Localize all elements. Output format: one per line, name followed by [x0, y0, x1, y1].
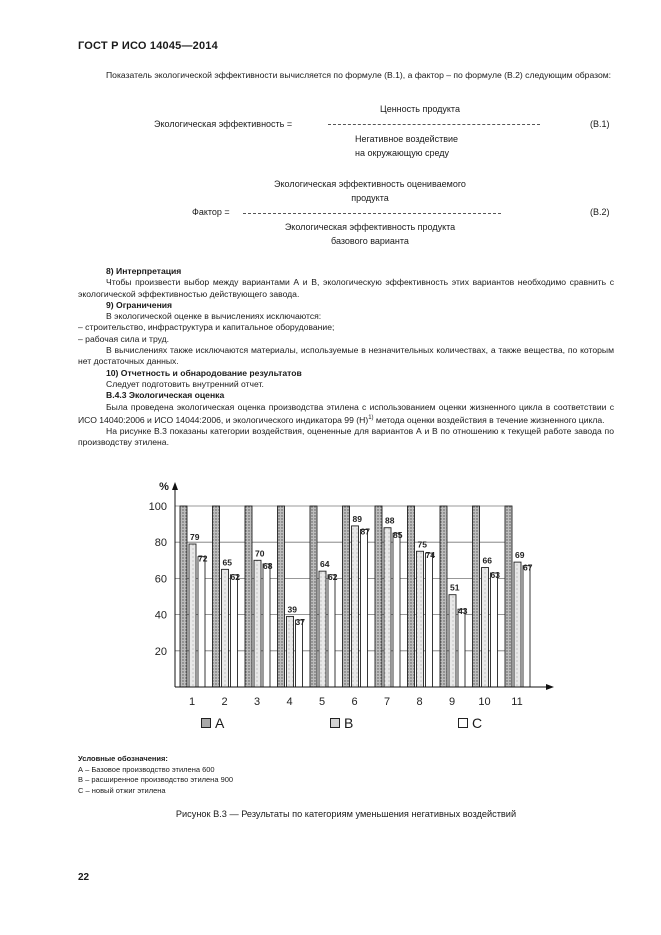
impact-bar-chart [140, 476, 560, 708]
x-axis-arrow [546, 684, 554, 690]
bar-a-1 [180, 506, 187, 687]
legend-label-b: B [344, 714, 354, 731]
value-label-c-1: 72 [198, 553, 208, 564]
formula2-numerator-1: Экологическая эффективность оцениваемого [274, 179, 466, 189]
figure-caption: Рисунок В.3 — Результаты по категориям уменьшения негативных воздействий [175, 809, 517, 819]
bar-c-11 [523, 566, 530, 687]
value-label-c-6: 87 [360, 526, 370, 537]
bar-c-7 [393, 533, 400, 687]
bar-a-9 [440, 506, 447, 687]
value-label-c-4: 37 [295, 617, 305, 628]
bar-a-10 [473, 506, 480, 687]
formula1-number: (В.1) [590, 119, 610, 129]
x-tick-label-11: 11 [511, 696, 523, 708]
section8-text: Чтобы произвести выбор между вариантами А и В, экологическую эффективность этих вариантов необходимо сравнить с экологической эффективностью действующего завода. [78, 277, 614, 299]
x-tick-label-7: 7 [383, 696, 391, 708]
value-label-b-8: 75 [417, 539, 427, 550]
value-label-b-3: 70 [255, 548, 265, 559]
bar-b-10 [482, 568, 489, 687]
legend-swatch-b [330, 718, 340, 728]
legend-swatch-a [201, 718, 211, 728]
legend-label-c: C [472, 714, 483, 731]
x-tick-label-10: 10 [478, 696, 491, 708]
value-label-c-11: 67 [523, 562, 533, 573]
section9-line1: В экологической оценке в вычислениях исключаются: [106, 311, 322, 322]
x-tick-label-8: 8 [416, 696, 423, 708]
section9-bullet1: – строительство, инфраструктура и капитальное оборудование; [78, 322, 335, 333]
x-tick-label-6: 6 [351, 696, 358, 708]
section9-text: В вычислениях также исключаются материалы, используемые в незначительных количествах, а также вещества, по которым нет достаточных данных. [78, 345, 614, 367]
footnote-mark: 1) [368, 414, 374, 421]
value-label-c-2: 62 [230, 571, 240, 582]
x-tick-label-4: 4 [286, 696, 293, 708]
bar-b-11 [514, 562, 521, 687]
value-label-c-8: 74 [425, 550, 435, 561]
value-label-c-10: 63 [490, 569, 500, 580]
legend-notes-title: Условные обозначения: [78, 754, 168, 763]
chart-bars [180, 506, 530, 687]
formula1-numerator: Ценность продукта [380, 104, 460, 114]
sectionb43-text [78, 402, 614, 426]
intro-paragraph: Показатель экологической эффективности вычисляется по формуле (В.1), а фактор – по формуле (В.2) следующим образом: [106, 70, 612, 80]
bar-c-10 [491, 573, 498, 687]
bar-c-9 [458, 609, 465, 687]
bar-c-4 [296, 620, 303, 687]
value-label-c-9: 43 [458, 606, 468, 617]
legend-label-a: A [215, 714, 225, 731]
bar-a-4 [278, 506, 285, 687]
bar-c-2 [231, 575, 238, 687]
bar-a-7 [375, 506, 382, 687]
bar-a-6 [343, 506, 350, 687]
body-text [78, 266, 614, 449]
document-header: ГОСТ Р ИСО 14045—2014 [78, 40, 218, 52]
value-label-b-11: 69 [515, 550, 525, 561]
bar-a-2 [213, 506, 220, 687]
bar-c-8 [426, 553, 433, 687]
value-label-b-6: 89 [352, 513, 362, 524]
y-tick-label-20: 20 [154, 645, 167, 658]
formula1-fraction-line [328, 124, 540, 125]
value-label-b-7: 88 [385, 515, 395, 526]
page-number: 22 [78, 872, 90, 883]
formula2-numerator-2: продукта [351, 193, 389, 203]
bar-b-6 [352, 526, 359, 687]
legend-note-c: С – новый отжиг этилена [78, 785, 166, 795]
bar-b-2 [222, 569, 229, 687]
sectionb43-text-part2: метода оценки воздействия в течение жизненного цикла. [373, 414, 605, 425]
value-label-b-2: 65 [222, 557, 232, 568]
formula2-denominator-1: Экологическая эффективность продукта [284, 222, 456, 232]
sectionb43-heading: В.4.3 Экологическая оценка [106, 390, 225, 401]
y-tick-label-80: 80 [154, 537, 167, 550]
bar-b-1 [189, 544, 196, 687]
value-label-b-4: 39 [287, 604, 297, 615]
bar-b-7 [384, 528, 391, 687]
value-label-c-7: 85 [393, 530, 403, 541]
value-label-b-9: 51 [450, 582, 460, 593]
legend-swatch-c [458, 718, 468, 728]
legend-item-c [458, 714, 482, 732]
section9-heading: 9) Ограничения [106, 299, 173, 310]
value-label-b-5: 64 [320, 559, 330, 570]
x-tick-label-9: 9 [448, 696, 456, 708]
legend-item-b [330, 714, 353, 732]
formula2-number: (В.2) [590, 207, 610, 217]
x-tick-label-3: 3 [253, 696, 261, 708]
section10-heading: 10) Отчетность и обнародование результатов [106, 367, 302, 378]
formula2-denominator-2: базового варианта [331, 236, 409, 246]
bar-b-4 [287, 616, 294, 687]
x-tick-label-5: 5 [318, 696, 326, 708]
formula2-lhs: Фактор = [192, 207, 230, 217]
y-tick-label-100: 100 [148, 501, 167, 513]
bar-b-5 [319, 571, 326, 687]
section9-bullet2: – рабочая сила и труд. [78, 333, 170, 344]
formula1-denominator-2: на окружающую среду [355, 148, 450, 158]
bar-c-5 [328, 575, 335, 687]
value-label-c-5: 62 [328, 571, 338, 582]
value-label-b-10: 66 [482, 555, 492, 566]
legend-note-b: В – расширенное производство этилена 900 [78, 775, 234, 785]
y-axis-label: % [159, 481, 169, 493]
bar-b-8 [417, 551, 424, 687]
section8-heading: 8) Интерпретация [106, 266, 182, 276]
formula1-denominator-1: Негативное воздействие [355, 134, 459, 144]
y-tick-label-60: 60 [154, 573, 167, 586]
sectionb43-text2: На рисунке В.3 показаны категории воздействия, оцененные для вариантов А и В по отношению к текущей работе завода по производству этилена. [78, 426, 614, 448]
legend-item-a [201, 714, 224, 732]
x-tick-label-1: 1 [188, 696, 196, 708]
bar-a-3 [245, 506, 252, 687]
bar-a-8 [408, 506, 415, 687]
legend-note-a: А – Базовое производство этилена 600 [78, 764, 215, 774]
bar-c-6 [361, 530, 368, 687]
value-label-c-3: 68 [263, 560, 273, 571]
y-tick-label-40: 40 [154, 609, 167, 622]
bar-b-3 [254, 560, 261, 687]
y-axis-arrow [172, 482, 178, 490]
formula2-fraction-line [243, 213, 501, 214]
bar-a-11 [505, 506, 512, 687]
bar-c-3 [263, 564, 270, 687]
formula1-lhs: Экологическая эффективность = [154, 119, 293, 129]
legend-notes [78, 754, 233, 796]
bar-b-9 [449, 595, 456, 687]
bar-c-1 [198, 557, 205, 687]
value-label-b-1: 79 [190, 532, 200, 543]
x-tick-label-2: 2 [221, 696, 228, 708]
bar-a-5 [310, 506, 317, 687]
section10-text: Следует подготовить внутренний отчет. [106, 378, 264, 389]
sectionb43-text-part1: Была проведена экологическая оценка производства этилена с использованием оценки жизненного цикла в соответствии с ИСО 14040:2006 и ИСО 14044:2006, и экологического индикатора 99 (Н) [78, 401, 614, 425]
